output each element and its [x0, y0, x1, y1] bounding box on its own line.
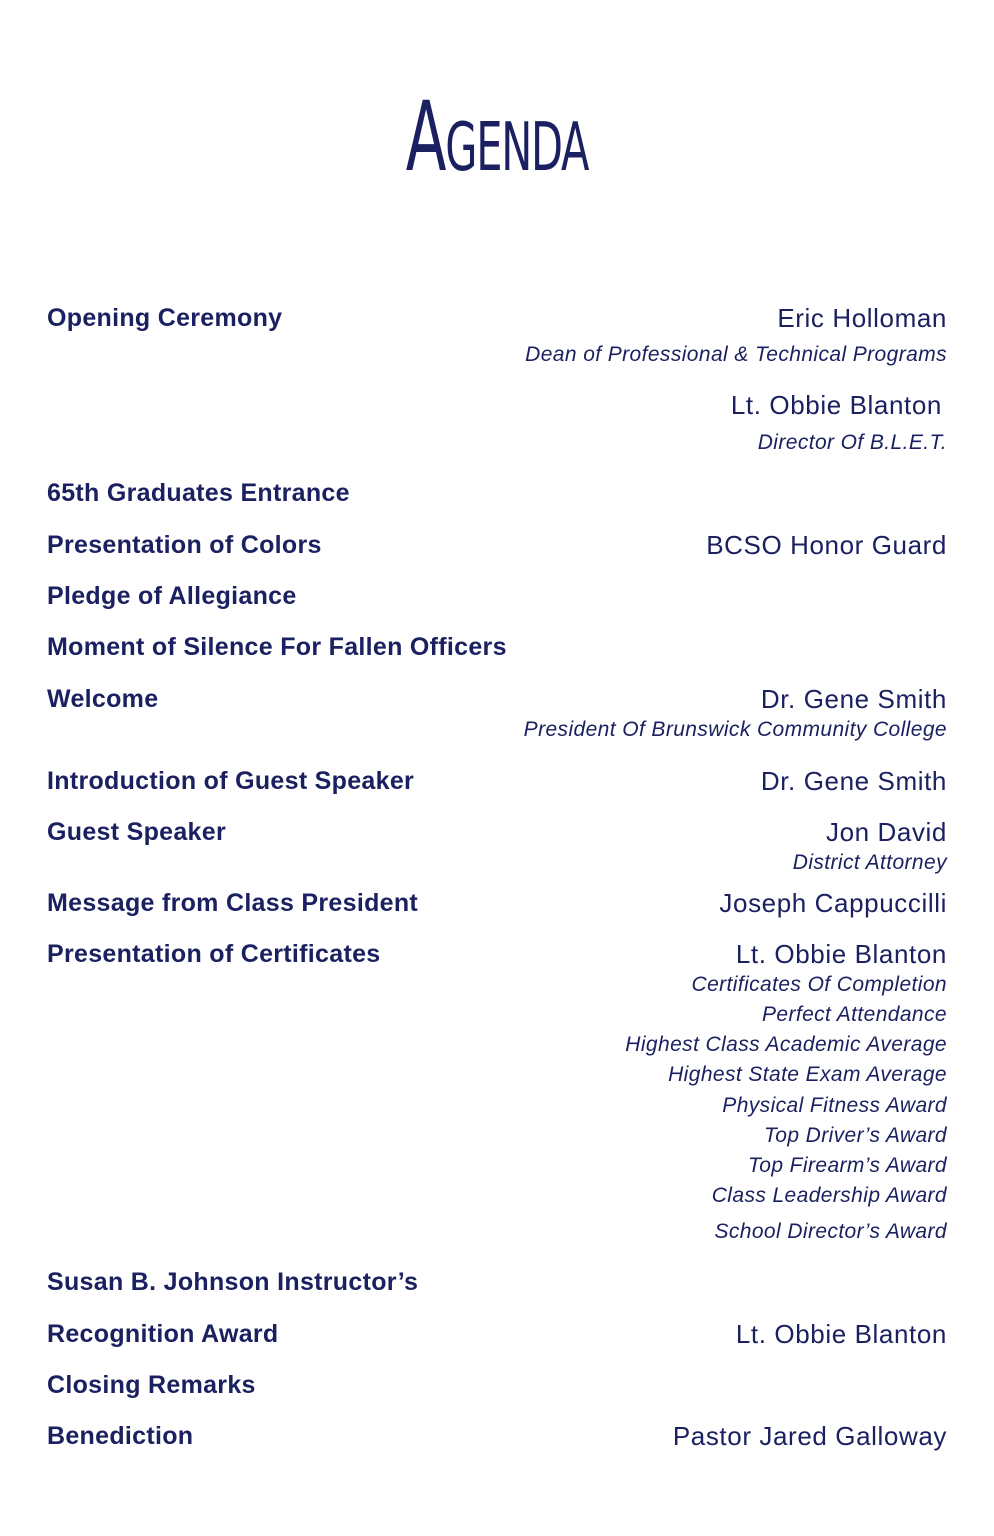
agenda-item-presentation-of-colors: Presentation of Colors: [47, 531, 322, 559]
agenda-item-opening-ceremony: Opening Ceremony: [47, 304, 283, 332]
speaker-joseph-cappuccilli: Joseph Cappuccilli: [719, 888, 947, 918]
agenda-item-benediction: Benediction: [47, 1422, 194, 1450]
page-title: Agenda: [405, 81, 589, 193]
award-school-director: School Director’s Award: [714, 1220, 947, 1243]
speaker-gene-smith: Dr. Gene Smith: [760, 684, 947, 714]
role-dean: Dean of Professional & Technical Programs: [525, 343, 947, 366]
award-class-leadership: Class Leadership Award: [711, 1184, 947, 1207]
speaker-eric-holloman: Eric Holloman: [777, 303, 947, 333]
speaker-obbie-blanton-certificates: Lt. Obbie Blanton: [735, 939, 947, 969]
award-completion: Certificates Of Completion: [691, 973, 947, 996]
agenda-item-class-president-message: Message from Class President: [47, 889, 419, 917]
speaker-jared-galloway: Pastor Jared Galloway: [672, 1421, 947, 1451]
award-top-driver: Top Driver’s Award: [763, 1124, 947, 1147]
award-state-exam: Highest State Exam Average: [668, 1063, 947, 1086]
role-director-blet: Director Of B.L.E.T.: [757, 431, 947, 454]
agenda-item-welcome: Welcome: [47, 685, 159, 713]
speaker-gene-smith-intro: Dr. Gene Smith: [760, 766, 947, 796]
agenda-item-pledge: Pledge of Allegiance: [47, 582, 297, 610]
speaker-obbie-blanton-award: Lt. Obbie Blanton: [735, 1319, 947, 1349]
role-district-attorney: District Attorney: [792, 851, 947, 874]
speaker-obbie-blanton: Lt. Obbie Blanton: [730, 390, 942, 420]
award-academic-average: Highest Class Academic Average: [625, 1033, 947, 1056]
agenda-item-instructor-award-line2: Recognition Award: [47, 1320, 279, 1348]
agenda-item-instructor-award-line1: Susan B. Johnson Instructor’s: [47, 1268, 419, 1296]
agenda-item-intro-guest-speaker: Introduction of Guest Speaker: [47, 767, 415, 795]
agenda-item-closing-remarks: Closing Remarks: [47, 1371, 256, 1399]
award-top-firearm: Top Firearm’s Award: [747, 1154, 947, 1177]
agenda-item-certificates: Presentation of Certificates: [47, 940, 381, 968]
agenda-item-guest-speaker: Guest Speaker: [47, 818, 226, 846]
agenda-item-moment-of-silence: Moment of Silence For Fallen Officers: [47, 633, 507, 661]
award-perfect-attendance: Perfect Attendance: [761, 1003, 947, 1026]
award-physical-fitness: Physical Fitness Award: [722, 1094, 947, 1117]
speaker-jon-david: Jon David: [825, 817, 947, 847]
speaker-honor-guard: BCSO Honor Guard: [706, 530, 947, 560]
agenda-item-graduates-entrance: 65th Graduates Entrance: [47, 479, 350, 507]
role-president-bcc: President Of Brunswick Community College: [523, 718, 947, 741]
